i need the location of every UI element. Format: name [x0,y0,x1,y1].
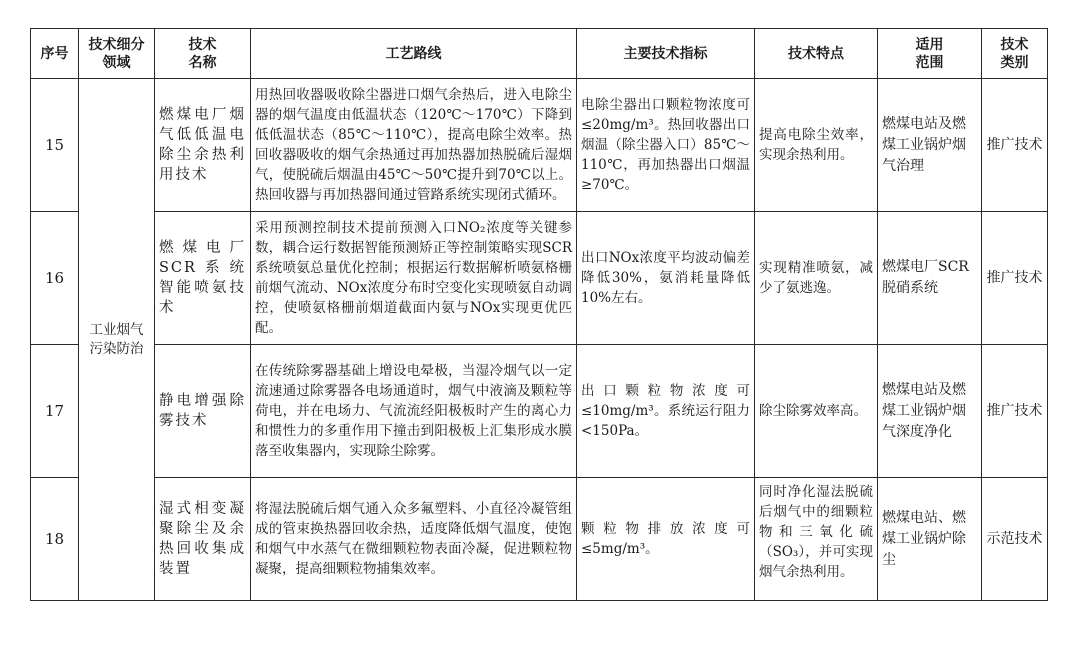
header-name-line1: 技术 [188,36,217,53]
row-indicators: 出口NOx浓度平均波动偏差降低30%，氨消耗量降低10%左右。 [577,212,755,345]
row-scope: 燃煤电厂SCR脱硝系统 [878,212,982,345]
row-category: 推广技术 [982,212,1048,345]
header-scope [878,29,982,79]
row-scope: 燃煤电站、燃煤工业锅炉除尘 [878,478,982,601]
row-indicators: 颗粒物排放浓度可≤5mg/m³。 [577,478,755,601]
row-category: 示范技术 [982,478,1048,601]
header-field [79,29,155,79]
row-scope: 燃煤电站及燃煤工业锅炉烟气深度净化 [878,345,982,478]
row-field: 工业烟气污染防治 [79,79,155,601]
row-route: 将湿法脱硫后烟气通入众多氟塑料、小直径冷凝管组成的管束换热器回收余热，适度降低烟气温度，使饱和烟气中水蒸气在微细颗粒物表面冷凝，促进颗粒物凝聚，提高细颗粒物捕集效率。 [251,478,577,601]
table-row [31,478,1048,601]
row-indicators: 出口颗粒物浓度可≤10mg/m³。系统运行阻力<150Pa。 [577,345,755,478]
row-category: 推广技术 [982,345,1048,478]
row-seq: 15 [31,79,79,212]
header-scope-line1: 适用 [915,36,944,53]
row-seq: 18 [31,478,79,601]
row-seq: 16 [31,212,79,345]
header-route [251,29,577,79]
header-category-line2: 类别 [1000,54,1029,71]
header-features [755,29,878,79]
header-field-line1: 技术细分 [88,36,145,53]
row-category: 推广技术 [982,79,1048,212]
table-row [31,345,1048,478]
header-scope-line2: 范围 [915,54,944,71]
row-indicators: 电除尘器出口颗粒物浓度可≤20mg/m³。热回收器出口烟温（除尘器入口）85℃～110℃，再加热器出口烟温≥70℃。 [577,79,755,212]
table-row [31,212,1048,345]
header-category [982,29,1048,79]
header-row [31,29,1048,79]
table-row [31,79,1048,212]
header-name [155,29,251,79]
row-tech-name: 湿式相变凝聚除尘及余热回收集成装置 [155,478,251,601]
row-features: 提高电除尘效率，实现余热利用。 [755,79,878,212]
header-field-line2: 领域 [102,54,131,71]
header-route-label: 工艺路线 [385,45,442,62]
row-scope: 燃煤电站及燃煤工业锅炉烟气治理 [878,79,982,212]
row-tech-name: 燃煤电厂SCR系统智能喷氨技术 [155,212,251,345]
header-seq-label: 序号 [40,45,69,62]
row-route: 在传统除雾器基础上增设电晕极，当湿冷烟气以一定流速通过除雾器各电场通道时，烟气中液滴及颗粒等荷电，并在电场力、气流流经阳极板时产生的离心力和惯性力的多重作用下撞击到阳极板上汇集形成水膜落至收集器内，实现除尘除雾。 [251,345,577,478]
header-category-line1: 技术 [1000,36,1029,53]
header-indicators-label: 主要技术指标 [623,45,708,62]
header-features-label: 技术特点 [788,45,844,62]
row-features: 实现精准喷氨，减少了氨逃逸。 [755,212,878,345]
technology-table [30,28,1048,601]
row-route: 用热回收器吸收除尘器进口烟气余热后，进入电除尘器的烟气温度由低温状态（120℃～170℃）下降到低低温状态（85℃～110℃），提高电除尘效率。热回收器吸收的烟气余热通过再加热器加热脱硫后湿烟气，使脱硫后烟温由45℃～50℃提升到70℃以上。热回收器与再加热器间通过管路系统实现闭式循环。 [251,79,577,212]
header-indicators [577,29,755,79]
header-name-line2: 名称 [188,54,217,71]
row-features: 同时净化湿法脱硫后烟气中的细颗粒物和三氧化硫（SO₃），并可实现烟气余热利用。 [755,478,878,601]
row-features: 除尘除雾效率高。 [755,345,878,478]
row-seq: 17 [31,345,79,478]
row-tech-name: 燃煤电厂烟气低低温电除尘余热利用技术 [155,79,251,212]
header-seq [31,29,79,79]
technology-table-document [30,28,1048,601]
row-tech-name: 静电增强除雾技术 [155,345,251,478]
row-route: 采用预测控制技术提前预测入口NO₂浓度等关键参数，耦合运行数据智能预测矫正等控制策略实现SCR系统喷氨总量优化控制；根据运行数据解析喷氨格栅前烟气流动、NOx浓度分布时空变化实现喷氨自动调控，使喷氨格栅前烟道截面内氨与NOx实现更优匹配。 [251,212,577,345]
